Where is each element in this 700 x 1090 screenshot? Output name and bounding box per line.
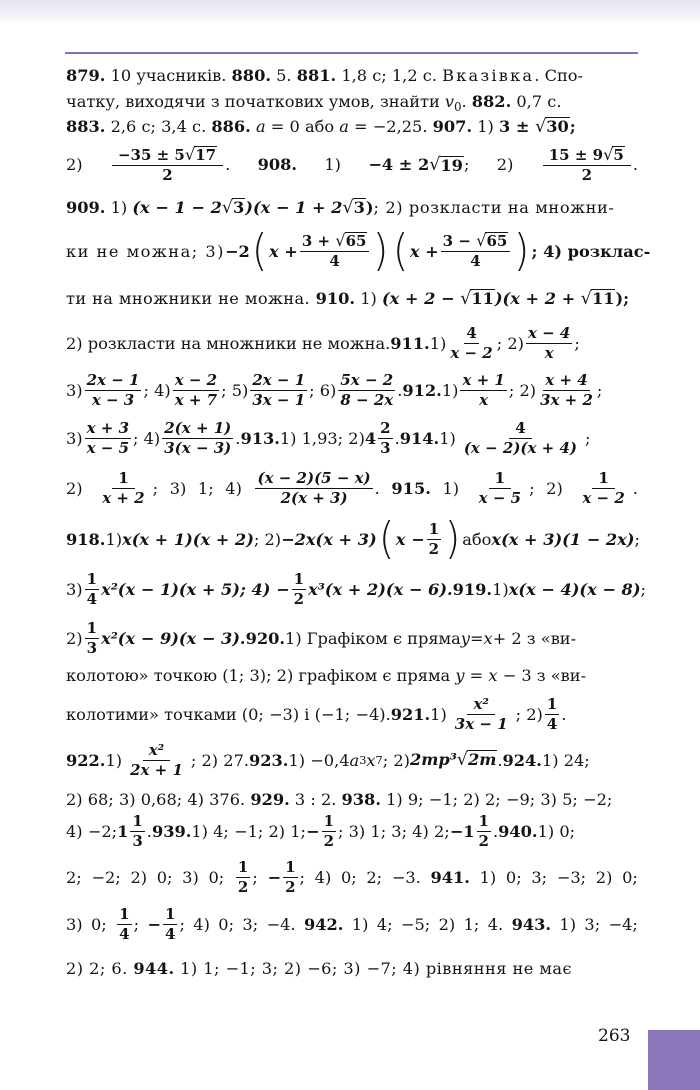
fraction: $\frac{x - 2}{x + 7}$ <box>174 370 218 409</box>
fraction: $\frac{x + 3}{x - 5}$ <box>86 418 130 457</box>
fraction: $\frac{2(x + 1)}{3(x - 3)}$ <box>164 418 232 457</box>
fraction: $\frac{1}{4}$ <box>165 904 176 943</box>
fraction: $\frac{2x - 1}{3x - 1}$ <box>252 370 306 409</box>
text-line: 2) розкласти на множники не можна. 911. 1) $\frac{4}{x - 2}$ ; 2) $\frac{x - 4}{x}$ ; <box>66 323 580 362</box>
fraction: $\frac{1}{x + 2}$ <box>102 468 145 507</box>
text-line: 2; −2; 2) 0; 3) 0; $\frac{1}{2}$ ; − $\frac{1}{2}$ ; 4) 0; 2; −3. 941. 1) 0; 3; −3; 2) 0; <box>66 857 638 896</box>
text-line: 4) −2; 1 $\frac{1}{3}$ . 939. 1) 4; −1; 2) 1; − $\frac{1}{2}$ ; 3) 1; 3; 4) 2; −1 $\frac{1}{2}$ . 940. 1) 0; <box>66 811 576 850</box>
fraction: $\frac{-35 \pm 5√17}{2}$ <box>112 146 223 184</box>
header-rule <box>65 52 638 54</box>
text-line: 879. 10 учасників. 880. 5. 881. 1,8 с; 1,2 с. Вказівка. Спо- <box>66 66 583 85</box>
text-line: 2) 2; 6. 944. 1) 1; −1; 3; 2) −6; 3) −7; 4) рівняння не має <box>66 959 573 978</box>
fraction: $\frac{x + 4}{3x + 2}$ <box>540 370 593 409</box>
fraction: $\frac{1}{4}$ <box>546 694 558 733</box>
text-line: колотими» точками (0; −3) і (−1; −4). 921. 1) $\frac{\text{x²}}{3x - 1}$ ; 2) $\frac{1}{4}$ . <box>66 694 567 733</box>
text-line: чатку, виходячи з початкових умов, знайти $v_0$. 882. 0,7 с. <box>66 92 562 115</box>
text-line: 909. 1) (x − 1 − 2√3)(x − 1 + 2√3); 2) розкласти на множни- <box>66 198 615 218</box>
fraction: $\frac{x + 1}{x}$ <box>462 370 505 409</box>
text-line: 3) $\frac{1}{4}$ x²(x − 1)(x + 5); 4) − $\frac{1}{2}$ x³(x + 2)(x − 6). 919. 1) x(x − 4)(x − 8) ; <box>66 569 646 608</box>
fraction: $\frac{(x - 2)(5 - x)}{2(x + 3)}$ <box>257 468 371 507</box>
text-line: 918. 1) x(x + 1)(x + 2) ; 2) −2x(x + 3) ( x − $\frac{1}{2}$ ) або x(x + 3)(1 − 2x) ; <box>66 513 640 564</box>
fraction: $\frac{1}{2}$ <box>285 857 296 896</box>
fraction: $\frac{1}{2}$ <box>323 811 335 850</box>
fraction: $\frac{\text{x²}}{3x - 1}$ <box>454 694 508 733</box>
fraction: $\frac{1}{2}$ <box>428 519 440 558</box>
fraction: $\frac{\text{x²}}{2x + 1}$ <box>130 740 183 779</box>
text-line: ки не можна; 3) −2 ( x + $\frac{3 + √65}{4}$ ) ( x + $\frac{3 - √65}{4}$ ) ; 4) розклас- <box>66 225 651 276</box>
text-line: 883. 2,6 с; 3,4 с. 886. a = 0 або a = −2,25. 907. 1) 3 ± √30; <box>66 117 576 137</box>
fraction: $\frac{1}{3}$ <box>86 618 98 657</box>
fraction: $\frac{1}{2}$ <box>237 857 249 896</box>
fraction: $\frac{4}{x - 2}$ <box>450 323 493 362</box>
page-corner-tab <box>648 1030 700 1090</box>
fraction: $\frac{1}{4}$ <box>119 904 130 943</box>
top-decorative-bar <box>0 0 700 24</box>
fraction: $\frac{x - 4}{x}$ <box>527 323 571 362</box>
fraction: $\frac{1}{x - 5}$ <box>478 468 522 507</box>
fraction: $\frac{1}{x - 2}$ <box>582 468 625 507</box>
text-line: 2) $\frac{1}{x + 2}$ ; 3) 1; 4) $\frac{(x - 2)(5 - x)}{2(x + 3)}$ . 915. 1) $\frac{1}{x - 5}$ ; 2) $\frac{1}{x - 2}$ . <box>66 468 638 507</box>
text-line: 2) 68; 3) 0,68; 4) 376. 929. 3 : 2. 938. 1) 9; −1; 2) 2; −9; 3) 5; −2; <box>66 790 613 809</box>
fraction: $\frac{1}{2}$ <box>293 569 305 608</box>
page-number: 263 <box>598 1026 631 1046</box>
fraction: $\frac{4}{(x - 2)(x + 4)}$ <box>463 418 578 457</box>
text-line: 922. 1) $\frac{\text{x²}}{2x + 1}$ ; 2) 27. 923. 1) −0,4 a 3 x 7 ; 2) 2mp³√2m . 924. 1) 24; <box>66 740 590 779</box>
fraction: $\frac{3 + √65}{4}$ <box>300 232 370 270</box>
fraction: $\frac{3 - √65}{4}$ <box>441 232 511 270</box>
fraction: $\frac{1}{3}$ <box>132 811 143 850</box>
fraction: $\frac{1}{2}$ <box>478 811 489 850</box>
text-line: 3) $\frac{2x - 1}{x - 3}$ ; 4) $\frac{x - 2}{x + 7}$ ; 5) $\frac{2x - 1}{3x - 1}$ ; 6) $\frac{5x - 2}{8 - 2x}$ . 912. 1) $\frac{x + 1}{x}$ ; 2) $\frac{x + 4}{3x + 2}$ ; <box>66 370 603 409</box>
fraction: $\frac{2}{3}$ <box>380 418 391 457</box>
fraction: $\frac{5x - 2}{8 - 2x}$ <box>340 370 394 409</box>
text-line: 3) 0; $\frac{1}{4}$ ; − $\frac{1}{4}$ ; 4) 0; 3; −4. 942. 1) 4; −5; 2) 1; 4. 943. 1) 3; −4; <box>66 904 638 943</box>
fraction: $\frac{15 \pm 9√5}{2}$ <box>543 146 631 184</box>
text-line: 3) $\frac{x + 3}{x - 5}$ ; 4) $\frac{2(x + 1)}{3(x - 3)}$ . 913. 1) 1,93; 2) 4 $\frac{2}{3}$ . 914. 1) $\frac{4}{(x - 2)(x + 4)}$ ; <box>66 418 591 457</box>
fraction: $\frac{1}{4}$ <box>86 569 98 608</box>
text-line: 2) $\frac{1}{3}$ x²(x − 9)(x − 3). 920. 1) Графіком є пряма y = x + 2 з «ви- <box>66 618 577 657</box>
text-line: колотою» точкою (1; 3); 2) графіком є пряма y = x − 3 з «ви- <box>66 666 587 685</box>
fraction: $\frac{2x - 1}{x - 3}$ <box>86 370 140 409</box>
text-line: ти на множники не можна. 910. 1) (x + 2 − √11)(x + 2 + √11); <box>66 289 630 309</box>
text-line: 2) $\frac{-35 \pm 5√17}{2}$ . 908. 1) −4 ± 2 √ 19 ; 2) $\frac{15 \pm 9√5}{2}$ . <box>66 145 638 185</box>
